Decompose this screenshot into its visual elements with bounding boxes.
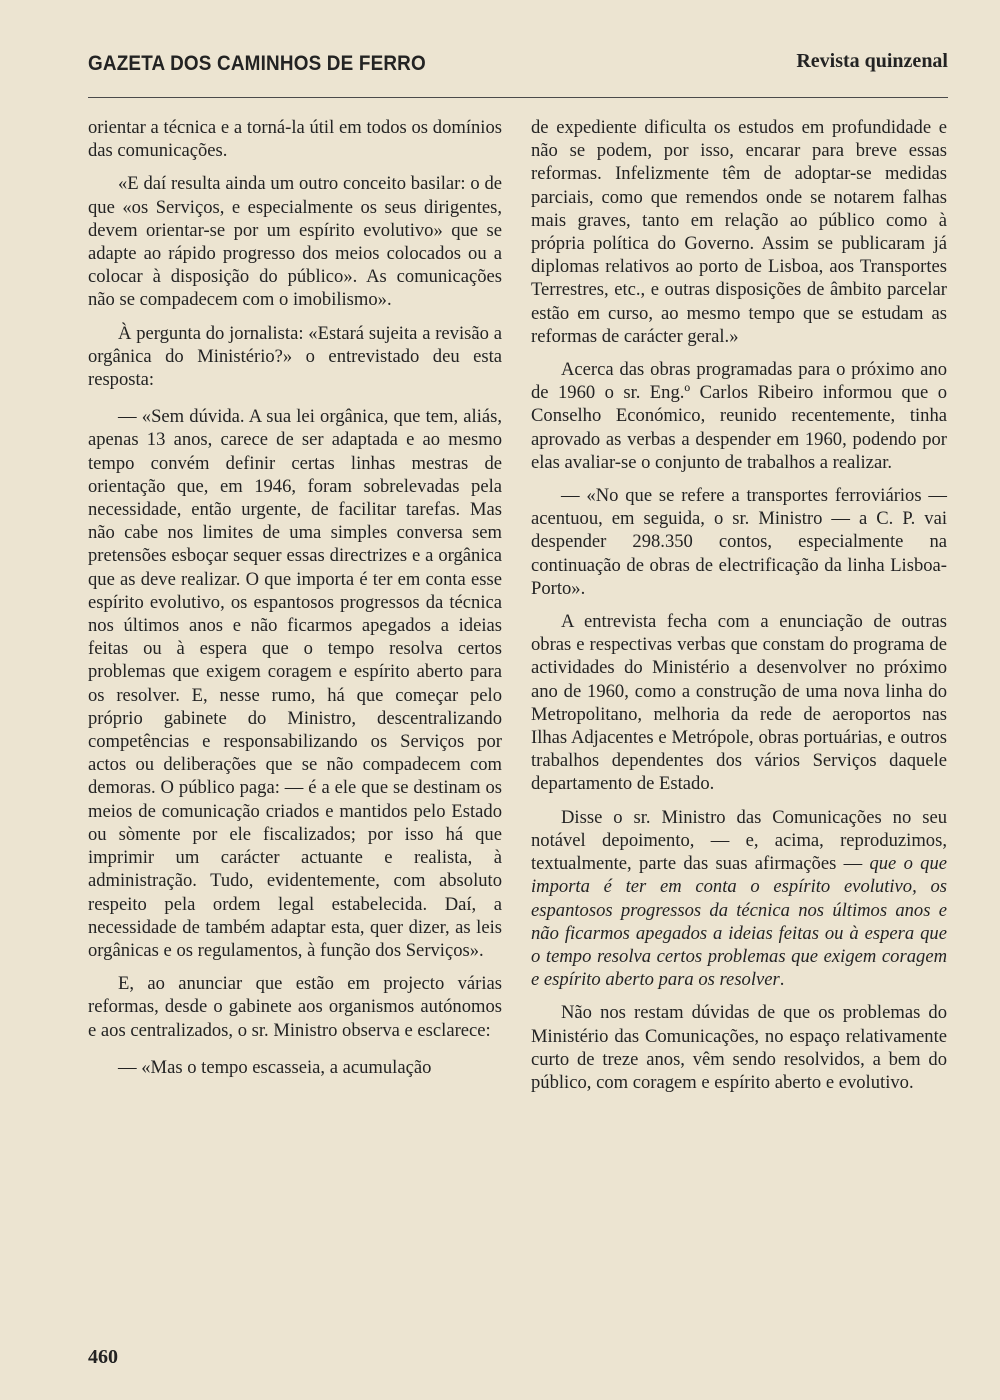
paragraph: — «Mas o tempo escasseia, a acumulação xyxy=(118,1056,432,1078)
header-rule xyxy=(88,97,948,98)
paragraph: À pergunta do jornalista: «Estará sujeita a revisão a orgânica do Ministério?» o entrevistado deu esta resposta: xyxy=(88,322,502,391)
paragraph: — «Sem dúvida. A sua lei orgânica, que tem, aliás, apenas 13 anos, carece de ser adaptada e ao mesmo tempo convém definir certas linhas mestras de orientação que, em 1946, foram sobrelevadas pela necessidade, então urgente, de facilitar tarefas. Mas não cabe nos limites de uma simples conversa sem pretensões esboçar sequer essas directrizes e a orgânica que as deve realizar. O que importa é ter em conta esse espírito evolutivo, os espantosos progressos da técnica nos últimos anos e não ficarmos apegados a ideias feitas ou à espera que o tempo resolva certos problemas que exigem coragem e espírito aberto para os resolver. E, nesse rumo, há que começar pelo próprio gabinete do Ministro, descentralizando competências e responsabilizando os Serviços por actos ou deliberações que se não compadecem com demoras. O público paga: — é a ele que se destinam os meios de comunicação criados e mantidos pelo Estado ou sòmente por ele fiscalizados; por isso há que imprimir um carácter actuante e realista, à administração. Tudo, evidentemente, com absoluto respeito pela ordem legal estabelecida. Daí, a necessidade de também adaptar esta, quer dizer, as leis orgânicas e os regulamentos, à função dos Serviços». xyxy=(88,406,502,961)
paragraph: de expediente dificulta os estudos em profundidade e não se podem, por isso, encarar para breve essas reformas. Infelizmente têm de adoptar-se medidas parciais, como que remendos onde se notarem falhas mais graves, tanto em relação ao público como à própria política do Governo. Assim se publicaram já diplomas relativos ao porto de Lisboa, aos Transportes Terrestres, etc., e outras disposições de âmbito parcelar estão em curso, ao mesmo tempo que se estudam as reformas de carácter geral.» xyxy=(531,117,947,347)
left-column xyxy=(88,116,502,1089)
journal-title: GAZETA DOS CAMINHOS DE FERRO xyxy=(88,52,426,75)
paragraph: orientar a técnica e a torná-la útil em todos os domínios das comunicações. xyxy=(88,117,502,162)
issue-frequency: Revista quinzenal xyxy=(796,50,948,72)
italic-quote: que o que importa é ter em conta o espírito evolutivo, os espantosos progressos da técnica nos últimos anos e não ficarmos apegados a ideias feitas ou à espera que o tempo resolva certos problemas que exigem coragem e espírito aberto para os resolver xyxy=(531,853,947,991)
paragraph: E, ao anunciar que estão em projecto várias reformas, desde o gabinete aos organismos autónomos e aos centralizados, o sr. Ministro observa e esclarece: xyxy=(88,973,502,1041)
paragraph: A entrevista fecha com a enunciação de outras obras e respectivas verbas que constam do programa de actividades do Ministério a desenvolver no próximo ano de 1960, como a construção de uma nova linha do Metropolitano, melhoria da rede de aeroportos nas Ilhas Adjacentes e Metrópole, obras portuárias, e outros trabalhos dependentes dos vários Serviços daquele departamento de Estado. xyxy=(531,611,947,795)
paragraph: Acerca das obras programadas para o próximo ano de 1960 o sr. Eng.º Carlos Ribeiro informou que o Conselho Económico, reunido recentemente, tinha aprovado as verbas a despender em 1960, podendo por elas avaliar-se o conjunto de trabalhos a realizar. xyxy=(531,359,947,473)
paragraph: «E daí resulta ainda um outro conceito basilar: o de que «os Serviços, e especialmente os seus dirigentes, devem orientar-se por um espírito evolutivo» que se adapte ao rápido progresso dos meios colocados ou a colocar à disposição do público». As comunicações não se compadecem com o imobilismo». xyxy=(88,173,502,311)
paragraph: — «No que se refere a transportes ferroviários — acentuou, em seguida, o sr. Ministro — a C. P. vai despender 298.350 contos, especialmente na continuação de obras de electrificação da linha Lisboa-Porto». xyxy=(531,485,947,599)
page-number: 460 xyxy=(88,1346,118,1368)
running-header xyxy=(88,46,948,86)
paragraph: Não nos restam dúvidas de que os problemas do Ministério das Comunicações, no espaço relativamente curto de treze anos, vêm sendo resolvidos, a bem do público, com coragem e espírito aberto e evolutivo. xyxy=(531,1002,947,1093)
right-column xyxy=(531,116,947,1104)
paragraph-with-quote xyxy=(531,806,947,992)
paragraph-tail: . xyxy=(779,969,785,991)
paragraph-lead: Disse o sr. Ministro das Comunicações no seu notável depoimento, — e, acima, reproduzimos, textualmente, parte das suas afirmações — xyxy=(531,806,947,875)
